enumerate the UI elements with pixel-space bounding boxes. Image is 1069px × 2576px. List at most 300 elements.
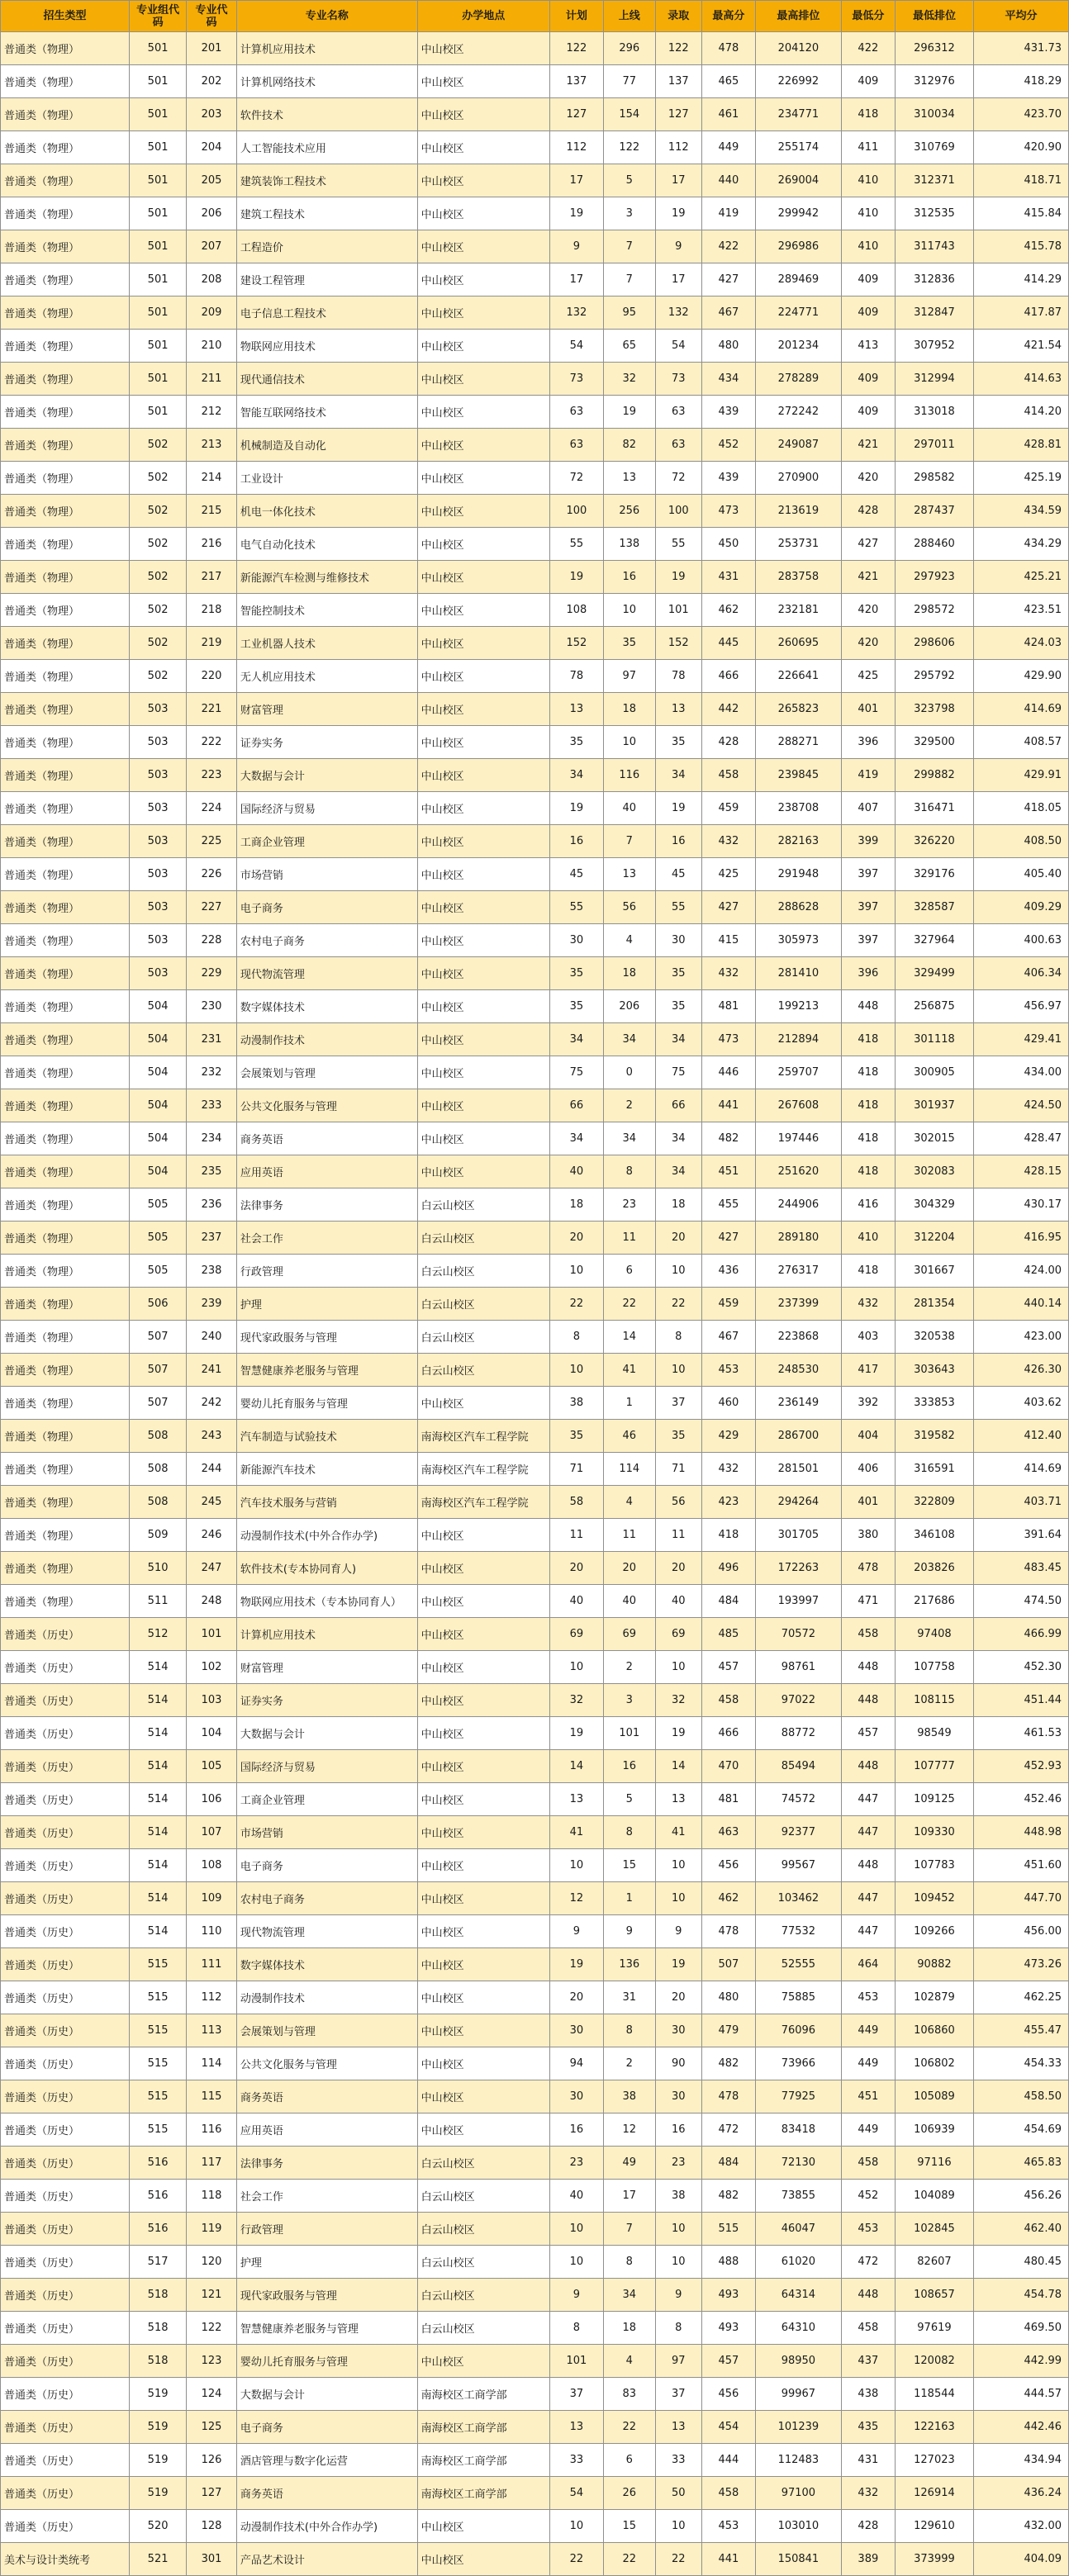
group-code-cell: 508 — [129, 1420, 186, 1453]
major-name-cell: 建筑工程技术 — [236, 197, 417, 230]
min-score-cell: 449 — [841, 2113, 895, 2147]
max-rank-cell: 73966 — [755, 2047, 841, 2080]
avg-score-cell: 416.95 — [974, 1222, 1069, 1255]
min-score-cell: 404 — [841, 1420, 895, 1453]
location-cell: 中山校区 — [417, 164, 549, 197]
max-score-cell: 458 — [701, 759, 755, 792]
plan-cell: 13 — [549, 1783, 603, 1816]
table-row — [1, 726, 1069, 759]
header-cell: 最高排位 — [755, 1, 841, 32]
online-cell: 6 — [603, 1255, 655, 1288]
location-cell: 南海校区汽车工程学院 — [417, 1420, 549, 1453]
min-score-cell: 428 — [841, 495, 895, 528]
avg-score-cell: 391.64 — [974, 1519, 1069, 1552]
min-rank-cell: 295792 — [895, 660, 973, 693]
table-row — [1, 1089, 1069, 1122]
min-score-cell: 409 — [841, 363, 895, 396]
major-name-cell: 酒店管理与数字化运营 — [236, 2444, 417, 2477]
major-name-cell: 工业设计 — [236, 462, 417, 495]
major-code-cell: 224 — [187, 792, 237, 825]
major-code-cell: 219 — [187, 627, 237, 660]
location-cell: 南海校区汽车工程学院 — [417, 1453, 549, 1486]
admitted-cell: 14 — [655, 1750, 701, 1783]
location-cell: 中山校区 — [417, 1089, 549, 1122]
plan-cell: 55 — [549, 891, 603, 924]
plan-cell: 73 — [549, 363, 603, 396]
admitted-cell: 10 — [655, 1651, 701, 1684]
location-cell: 中山校区 — [417, 1552, 549, 1585]
plan-cell: 132 — [549, 297, 603, 330]
admitted-cell: 34 — [655, 759, 701, 792]
group-code-cell: 502 — [129, 561, 186, 594]
type-cell: 普通类（物理） — [1, 660, 130, 693]
online-cell: 35 — [603, 627, 655, 660]
max-rank-cell: 232181 — [755, 594, 841, 627]
avg-score-cell: 436.24 — [974, 2477, 1069, 2510]
plan-cell: 9 — [549, 1915, 603, 1948]
max-score-cell: 457 — [701, 1651, 755, 1684]
max-rank-cell: 212894 — [755, 1023, 841, 1056]
plan-cell: 34 — [549, 1023, 603, 1056]
location-cell: 中山校区 — [417, 957, 549, 990]
table-row — [1, 1948, 1069, 1981]
max-rank-cell: 296986 — [755, 230, 841, 263]
group-code-cell: 514 — [129, 1915, 186, 1948]
max-rank-cell: 213619 — [755, 495, 841, 528]
table-row — [1, 1915, 1069, 1948]
min-score-cell: 418 — [841, 1122, 895, 1155]
plan-cell: 19 — [549, 1717, 603, 1750]
online-cell: 0 — [603, 1056, 655, 1089]
plan-cell: 108 — [549, 594, 603, 627]
table-row — [1, 990, 1069, 1023]
admitted-cell: 22 — [655, 1288, 701, 1321]
plan-cell: 100 — [549, 495, 603, 528]
header-row — [1, 1, 1069, 32]
type-cell: 普通类（物理） — [1, 693, 130, 726]
admitted-cell: 19 — [655, 197, 701, 230]
min-rank-cell: 287437 — [895, 495, 973, 528]
plan-cell: 16 — [549, 825, 603, 858]
min-rank-cell: 320538 — [895, 1321, 973, 1354]
type-cell: 普通类（物理） — [1, 561, 130, 594]
location-cell: 中山校区 — [417, 627, 549, 660]
group-code-cell: 502 — [129, 660, 186, 693]
max-score-cell: 434 — [701, 363, 755, 396]
location-cell: 中山校区 — [417, 561, 549, 594]
avg-score-cell: 442.46 — [974, 2411, 1069, 2444]
online-cell: 22 — [603, 2411, 655, 2444]
group-code-cell: 514 — [129, 1651, 186, 1684]
major-code-cell: 102 — [187, 1651, 237, 1684]
major-code-cell: 106 — [187, 1783, 237, 1816]
admitted-cell: 8 — [655, 1321, 701, 1354]
type-cell: 普通类（物理） — [1, 65, 130, 98]
online-cell: 3 — [603, 1684, 655, 1717]
type-cell: 普通类（物理） — [1, 1453, 130, 1486]
min-rank-cell: 327964 — [895, 924, 973, 957]
min-score-cell: 403 — [841, 1321, 895, 1354]
max-rank-cell: 281501 — [755, 1453, 841, 1486]
max-score-cell: 418 — [701, 1519, 755, 1552]
min-rank-cell: 302015 — [895, 1122, 973, 1155]
min-rank-cell: 107758 — [895, 1651, 973, 1684]
major-code-cell: 214 — [187, 462, 237, 495]
location-cell: 白云山校区 — [417, 1321, 549, 1354]
type-cell: 普通类（物理） — [1, 858, 130, 891]
location-cell: 南海校区工商学部 — [417, 2378, 549, 2411]
max-rank-cell: 286700 — [755, 1420, 841, 1453]
major-code-cell: 116 — [187, 2113, 237, 2147]
avg-score-cell: 431.73 — [974, 32, 1069, 65]
table-row — [1, 2411, 1069, 2444]
admitted-cell: 112 — [655, 131, 701, 164]
online-cell: 8 — [603, 2246, 655, 2279]
type-cell: 普通类（物理） — [1, 1321, 130, 1354]
type-cell: 普通类（物理） — [1, 759, 130, 792]
online-cell: 26 — [603, 2477, 655, 2510]
avg-score-cell: 430.17 — [974, 1188, 1069, 1222]
admitted-cell: 34 — [655, 1155, 701, 1188]
type-cell: 普通类（历史） — [1, 2246, 130, 2279]
table-row — [1, 1155, 1069, 1188]
major-code-cell: 231 — [187, 1023, 237, 1056]
group-code-cell: 505 — [129, 1255, 186, 1288]
min-rank-cell: 102879 — [895, 1981, 973, 2014]
group-code-cell: 504 — [129, 990, 186, 1023]
max-score-cell: 478 — [701, 32, 755, 65]
major-code-cell: 223 — [187, 759, 237, 792]
min-score-cell: 410 — [841, 1222, 895, 1255]
table-row — [1, 2378, 1069, 2411]
major-name-cell: 电子商务 — [236, 891, 417, 924]
avg-score-cell: 456.97 — [974, 990, 1069, 1023]
online-cell: 8 — [603, 2014, 655, 2047]
min-score-cell: 421 — [841, 429, 895, 462]
table-row — [1, 462, 1069, 495]
max-score-cell: 454 — [701, 2411, 755, 2444]
header-cell: 专业组代码 — [129, 1, 186, 32]
min-score-cell: 418 — [841, 1023, 895, 1056]
min-rank-cell: 107777 — [895, 1750, 973, 1783]
max-score-cell: 439 — [701, 396, 755, 429]
major-code-cell: 234 — [187, 1122, 237, 1155]
type-cell: 普通类（物理） — [1, 957, 130, 990]
location-cell: 中山校区 — [417, 2047, 549, 2080]
max-rank-cell: 239845 — [755, 759, 841, 792]
major-name-cell: 动漫制作技术 — [236, 1023, 417, 1056]
type-cell: 普通类（物理） — [1, 1387, 130, 1420]
group-code-cell: 511 — [129, 1585, 186, 1618]
online-cell: 41 — [603, 1354, 655, 1387]
type-cell: 普通类（物理） — [1, 1089, 130, 1122]
max-score-cell: 431 — [701, 561, 755, 594]
plan-cell: 35 — [549, 726, 603, 759]
max-score-cell: 415 — [701, 924, 755, 957]
major-code-cell: 241 — [187, 1354, 237, 1387]
max-rank-cell: 289180 — [755, 1222, 841, 1255]
admitted-cell: 78 — [655, 660, 701, 693]
type-cell: 普通类（物理） — [1, 429, 130, 462]
major-name-cell: 物联网应用技术 — [236, 330, 417, 363]
min-score-cell: 410 — [841, 164, 895, 197]
plan-cell: 10 — [549, 2213, 603, 2246]
major-code-cell: 101 — [187, 1618, 237, 1651]
major-code-cell: 235 — [187, 1155, 237, 1188]
major-name-cell: 智慧健康养老服务与管理 — [236, 1354, 417, 1387]
location-cell: 白云山校区 — [417, 2312, 549, 2345]
max-rank-cell: 270900 — [755, 462, 841, 495]
major-name-cell: 法律事务 — [236, 1188, 417, 1222]
min-score-cell: 380 — [841, 1519, 895, 1552]
min-score-cell: 448 — [841, 1684, 895, 1717]
major-code-cell: 123 — [187, 2345, 237, 2378]
plan-cell: 19 — [549, 792, 603, 825]
max-rank-cell: 288628 — [755, 891, 841, 924]
major-name-cell: 婴幼儿托育服务与管理 — [236, 1387, 417, 1420]
group-code-cell: 519 — [129, 2378, 186, 2411]
max-score-cell: 422 — [701, 230, 755, 263]
group-code-cell: 502 — [129, 594, 186, 627]
location-cell: 白云山校区 — [417, 2213, 549, 2246]
major-code-cell: 115 — [187, 2080, 237, 2113]
min-score-cell: 428 — [841, 2510, 895, 2543]
plan-cell: 94 — [549, 2047, 603, 2080]
online-cell: 7 — [603, 230, 655, 263]
admitted-cell: 19 — [655, 792, 701, 825]
table-row — [1, 693, 1069, 726]
min-score-cell: 397 — [841, 924, 895, 957]
min-rank-cell: 97408 — [895, 1618, 973, 1651]
group-code-cell: 502 — [129, 462, 186, 495]
location-cell: 中山校区 — [417, 825, 549, 858]
type-cell: 普通类（历史） — [1, 1717, 130, 1750]
min-rank-cell: 90882 — [895, 1948, 973, 1981]
admitted-cell: 73 — [655, 363, 701, 396]
online-cell: 18 — [603, 2312, 655, 2345]
major-code-cell: 216 — [187, 528, 237, 561]
max-score-cell: 465 — [701, 65, 755, 98]
admitted-cell: 37 — [655, 2378, 701, 2411]
group-code-cell: 510 — [129, 1552, 186, 1585]
table-row — [1, 1321, 1069, 1354]
avg-score-cell: 403.62 — [974, 1387, 1069, 1420]
type-cell: 普通类（物理） — [1, 1122, 130, 1155]
min-score-cell: 448 — [841, 1849, 895, 1882]
min-rank-cell: 108115 — [895, 1684, 973, 1717]
min-score-cell: 458 — [841, 2312, 895, 2345]
max-rank-cell: 199213 — [755, 990, 841, 1023]
location-cell: 中山校区 — [417, 759, 549, 792]
location-cell: 中山校区 — [417, 363, 549, 396]
avg-score-cell: 409.29 — [974, 891, 1069, 924]
location-cell: 中山校区 — [417, 990, 549, 1023]
online-cell: 69 — [603, 1618, 655, 1651]
major-code-cell: 239 — [187, 1288, 237, 1321]
group-code-cell: 519 — [129, 2411, 186, 2444]
avg-score-cell: 434.29 — [974, 528, 1069, 561]
major-name-cell: 软件技术 — [236, 98, 417, 131]
avg-score-cell: 452.30 — [974, 1651, 1069, 1684]
max-rank-cell: 301705 — [755, 1519, 841, 1552]
location-cell: 白云山校区 — [417, 1255, 549, 1288]
type-cell: 普通类（历史） — [1, 2378, 130, 2411]
max-rank-cell: 259707 — [755, 1056, 841, 1089]
max-rank-cell: 76096 — [755, 2014, 841, 2047]
avg-score-cell: 454.33 — [974, 2047, 1069, 2080]
major-name-cell: 社会工作 — [236, 1222, 417, 1255]
type-cell: 普通类（物理） — [1, 1188, 130, 1222]
type-cell: 普通类（物理） — [1, 726, 130, 759]
admitted-cell: 20 — [655, 1552, 701, 1585]
table-row — [1, 2180, 1069, 2213]
online-cell: 40 — [603, 792, 655, 825]
max-rank-cell: 267608 — [755, 1089, 841, 1122]
plan-cell: 35 — [549, 990, 603, 1023]
location-cell: 中山校区 — [417, 2543, 549, 2576]
type-cell: 普通类（物理） — [1, 1255, 130, 1288]
max-score-cell: 419 — [701, 197, 755, 230]
plan-cell: 40 — [549, 1585, 603, 1618]
location-cell: 中山校区 — [417, 2080, 549, 2113]
major-code-cell: 126 — [187, 2444, 237, 2477]
type-cell: 普通类（历史） — [1, 1618, 130, 1651]
major-name-cell: 财富管理 — [236, 1651, 417, 1684]
plan-cell: 19 — [549, 561, 603, 594]
location-cell: 白云山校区 — [417, 2279, 549, 2312]
min-rank-cell: 312535 — [895, 197, 973, 230]
online-cell: 8 — [603, 1816, 655, 1849]
max-rank-cell: 281410 — [755, 957, 841, 990]
location-cell: 中山校区 — [417, 32, 549, 65]
plan-cell: 54 — [549, 2477, 603, 2510]
max-rank-cell: 282163 — [755, 825, 841, 858]
online-cell: 56 — [603, 891, 655, 924]
max-rank-cell: 193997 — [755, 1585, 841, 1618]
avg-score-cell: 424.00 — [974, 1255, 1069, 1288]
plan-cell: 40 — [549, 2180, 603, 2213]
max-rank-cell: 224771 — [755, 297, 841, 330]
min-score-cell: 447 — [841, 1915, 895, 1948]
max-score-cell: 441 — [701, 1089, 755, 1122]
max-rank-cell: 204120 — [755, 32, 841, 65]
location-cell: 中山校区 — [417, 1155, 549, 1188]
plan-cell: 17 — [549, 263, 603, 297]
table-row — [1, 396, 1069, 429]
online-cell: 4 — [603, 924, 655, 957]
major-code-cell: 202 — [187, 65, 237, 98]
avg-score-cell: 469.50 — [974, 2312, 1069, 2345]
major-name-cell: 证券实务 — [236, 1684, 417, 1717]
admitted-cell: 55 — [655, 891, 701, 924]
group-code-cell: 516 — [129, 2213, 186, 2246]
max-rank-cell: 255174 — [755, 131, 841, 164]
min-rank-cell: 304329 — [895, 1188, 973, 1222]
major-code-cell: 119 — [187, 2213, 237, 2246]
max-score-cell: 481 — [701, 1783, 755, 1816]
table-row — [1, 2014, 1069, 2047]
max-score-cell: 507 — [701, 1948, 755, 1981]
admitted-cell: 69 — [655, 1618, 701, 1651]
plan-cell: 72 — [549, 462, 603, 495]
max-rank-cell: 253731 — [755, 528, 841, 561]
type-cell: 普通类（历史） — [1, 1882, 130, 1915]
major-name-cell: 工程造价 — [236, 230, 417, 263]
table-row — [1, 2279, 1069, 2312]
admitted-cell: 90 — [655, 2047, 701, 2080]
group-code-cell: 503 — [129, 759, 186, 792]
major-code-cell: 218 — [187, 594, 237, 627]
plan-cell: 34 — [549, 1122, 603, 1155]
type-cell: 普通类（物理） — [1, 1519, 130, 1552]
avg-score-cell: 423.70 — [974, 98, 1069, 131]
min-rank-cell: 109125 — [895, 1783, 973, 1816]
admitted-cell: 34 — [655, 1023, 701, 1056]
type-cell: 普通类（物理） — [1, 1288, 130, 1321]
min-score-cell: 410 — [841, 197, 895, 230]
min-rank-cell: 310034 — [895, 98, 973, 131]
table-row — [1, 1255, 1069, 1288]
major-code-cell: 242 — [187, 1387, 237, 1420]
max-score-cell: 479 — [701, 2014, 755, 2047]
group-code-cell: 515 — [129, 2113, 186, 2147]
major-code-cell: 108 — [187, 1849, 237, 1882]
table-row — [1, 1849, 1069, 1882]
admitted-cell: 35 — [655, 990, 701, 1023]
group-code-cell: 512 — [129, 1618, 186, 1651]
location-cell: 中山校区 — [417, 1915, 549, 1948]
online-cell: 4 — [603, 2345, 655, 2378]
max-score-cell: 470 — [701, 1750, 755, 1783]
table-row — [1, 528, 1069, 561]
table-row — [1, 1222, 1069, 1255]
plan-cell: 20 — [549, 1222, 603, 1255]
avg-score-cell: 458.50 — [974, 2080, 1069, 2113]
avg-score-cell: 415.84 — [974, 197, 1069, 230]
major-name-cell: 行政管理 — [236, 1255, 417, 1288]
max-rank-cell: 92377 — [755, 1816, 841, 1849]
online-cell: 20 — [603, 1552, 655, 1585]
admitted-cell: 35 — [655, 957, 701, 990]
major-name-cell: 市场营销 — [236, 1816, 417, 1849]
group-code-cell: 515 — [129, 1948, 186, 1981]
max-rank-cell: 77532 — [755, 1915, 841, 1948]
plan-cell: 20 — [549, 1552, 603, 1585]
major-code-cell: 121 — [187, 2279, 237, 2312]
avg-score-cell: 414.63 — [974, 363, 1069, 396]
plan-cell: 63 — [549, 429, 603, 462]
location-cell: 中山校区 — [417, 1519, 549, 1552]
major-name-cell: 计算机网络技术 — [236, 65, 417, 98]
major-code-cell: 209 — [187, 297, 237, 330]
max-score-cell: 436 — [701, 1255, 755, 1288]
header-cell: 最低排位 — [895, 1, 973, 32]
plan-cell: 33 — [549, 2444, 603, 2477]
max-score-cell: 458 — [701, 2477, 755, 2510]
group-code-cell: 501 — [129, 396, 186, 429]
avg-score-cell: 408.50 — [974, 825, 1069, 858]
min-score-cell: 389 — [841, 2543, 895, 2576]
major-name-cell: 物联网应用技术（专本协同育人） — [236, 1585, 417, 1618]
max-rank-cell: 70572 — [755, 1618, 841, 1651]
table-row — [1, 330, 1069, 363]
max-score-cell: 446 — [701, 1056, 755, 1089]
admitted-cell: 13 — [655, 2411, 701, 2444]
min-rank-cell: 102845 — [895, 2213, 973, 2246]
table-row — [1, 164, 1069, 197]
plan-cell: 10 — [549, 1849, 603, 1882]
min-score-cell: 397 — [841, 858, 895, 891]
